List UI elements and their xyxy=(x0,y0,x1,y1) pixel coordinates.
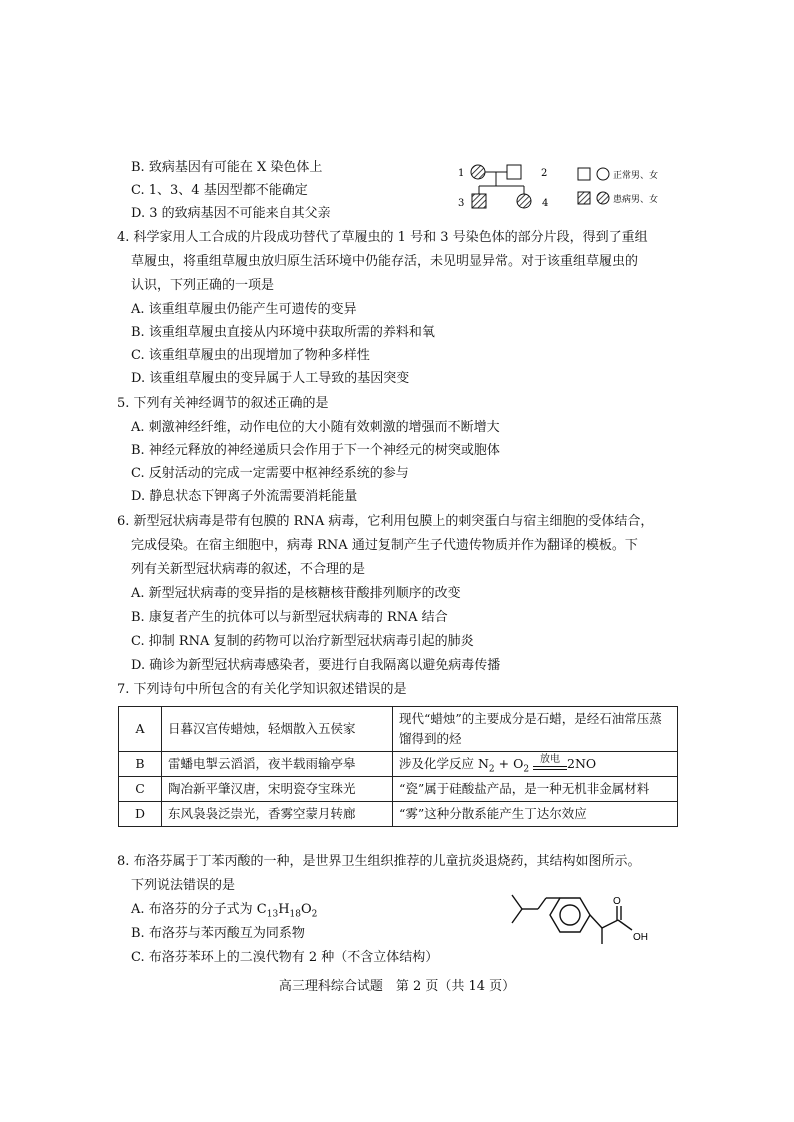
q8-stem-line-2: 下列说法错误的是 xyxy=(131,878,236,893)
pedigree-affected-female-4 xyxy=(517,194,531,208)
reaction-text: 涉及化学反应 N xyxy=(399,756,489,771)
q8-stem-line-1: 8. 布洛芬属于丁苯丙酸的一种，是世界卫生组织推荐的儿童抗炎退烧药，其结构如图所示。 xyxy=(117,854,641,869)
row-key: A xyxy=(119,707,162,752)
pedigree-id-4: 4 xyxy=(542,198,549,209)
q5-option-b: B. 神经元释放的神经递质只会作用于下一个神经元的树突或胞体 xyxy=(131,443,500,458)
legend-normal-male-icon xyxy=(578,168,590,180)
q6-stem-line-1: 6. 新型冠状病毒是带有包膜的 RNA 病毒，它利用包膜上的刺突蛋白与宿主细胞的受体结合， xyxy=(117,514,654,529)
q4-option-d: D. 该重组草履虫的变异属于人工导致的基因突变 xyxy=(131,371,410,386)
page-footer: 高三理科综合试题 第 2 页（共 14 页） xyxy=(278,979,516,994)
pedigree-id-3: 3 xyxy=(458,198,465,209)
row-fact: 涉及化学反应 $N_2 + O_2$ 放电 2NO xyxy=(393,752,678,777)
row-key: D xyxy=(119,802,162,827)
row-poem: 东风袅袅泛崇光，香雾空蒙月转廊 xyxy=(162,802,393,827)
pedigree-diagram xyxy=(448,158,678,216)
q4-option-c: C. 该重组草履虫的出现增加了物种多样性 xyxy=(131,348,370,363)
row-fact: “雾”这种分散系能产生丁达尔效应 xyxy=(393,802,678,827)
q5-option-d: D. 静息状态下钾离子外流需要消耗能量 xyxy=(131,489,358,504)
legend-normal-female-icon xyxy=(597,168,609,180)
reaction-condition: 放电 xyxy=(540,754,561,765)
row-key: B xyxy=(119,752,162,777)
row-fact: “瓷”属于硅酸盐产品，是一种无机非金属材料 xyxy=(393,777,678,802)
q6-option-c: C. 抑制 RNA 复制的药物可以治疗新型冠状病毒引起的肺炎 xyxy=(131,634,474,649)
pedigree-id-1: 1 xyxy=(458,168,465,179)
carbonyl-o-label: O xyxy=(613,896,621,907)
table-row xyxy=(119,752,678,777)
q6-option-b: B. 康复者产生的抗体可以与新型冠状病毒的 RNA 结合 xyxy=(131,610,448,625)
q4-option-b: B. 该重组草履虫直接从内环境中获取所需的养料和氧 xyxy=(131,325,435,340)
q7-table xyxy=(118,706,678,827)
q5-option-a: A. 刺激神经纤维，动作电位的大小随有效刺激的增强而不断增大 xyxy=(131,420,500,435)
q6-stem-line-2: 完成侵染。在宿主细胞中，病毒 RNA 通过复制产生子代遗传物质并作为翻译的模板。下 xyxy=(131,538,638,553)
pedigree-id-2: 2 xyxy=(541,168,548,179)
pedigree-normal-male-2 xyxy=(507,165,521,179)
pedigree-affected-male-3 xyxy=(472,194,486,208)
q6-option-a: A. 新型冠状病毒的变异指的是核糖核苷酸排列顺序的改变 xyxy=(131,586,461,601)
row-key: C xyxy=(119,777,162,802)
legend-affected-female-icon xyxy=(597,192,609,204)
q6-stem-line-3: 列有关新型冠状病毒的叙述，不合理的是 xyxy=(131,562,366,577)
q7-stem: 7. 下列诗句中所包含的有关化学知识叙述错误的是 xyxy=(117,682,407,697)
reaction-arrow xyxy=(533,755,567,774)
legend-normal-label: 正常男、女 xyxy=(613,171,659,181)
table-row xyxy=(119,802,678,827)
row-poem: 雷蟠电掣云滔滔，夜半载雨输亭皋 xyxy=(162,752,393,777)
q3-option-c: C. 1、3、4 基因型都不能确定 xyxy=(131,183,308,198)
q6-option-d: D. 确诊为新型冠状病毒感染者，要进行自我隔离以避免病毒传播 xyxy=(131,658,501,673)
q4-stem-line-1: 4. 科学家用人工合成的片段成功替代了草履虫的 1 号和 3 号染色体的部分片段，得到了重组 xyxy=(117,230,648,245)
q8-option-b: B. 布洛芬与苯丙酸互为同系物 xyxy=(131,926,305,941)
table-row xyxy=(119,777,678,802)
pedigree-affected-female-1 xyxy=(471,165,485,179)
q8-option-a: A. 布洛芬的分子式为 $C_{13}H_{18}O_2$ xyxy=(131,902,318,920)
q4-stem-line-2: 草履虫，将重组草履虫放归原生活环境中仍能存活，未见明显异常。对于该重组草履虫的 xyxy=(131,254,639,269)
legend-affected-label: 患病男、女 xyxy=(613,195,659,205)
q5-option-c: C. 反射活动的完成一定需要中枢神经系统的参与 xyxy=(131,466,409,481)
row-poem: 日暮汉宫传蜡烛，轻烟散入五侯家 xyxy=(162,707,393,752)
row-poem: 陶冶新平肇汉唐，宋明瓷夺宝珠光 xyxy=(162,777,393,802)
q5-stem: 5. 下列有关神经调节的叙述正确的是 xyxy=(117,396,329,411)
reaction-product: 2NO xyxy=(567,756,597,771)
q3-option-b: B. 致病基因有可能在 X 染色体上 xyxy=(131,160,323,175)
q4-stem-line-3: 认识，下列正确的一项是 xyxy=(131,278,275,293)
hydroxyl-label: OH xyxy=(633,932,648,943)
row-fact: 现代“蜡烛”的主要成分是石蜡，是经石油常压蒸馏得到的烃 xyxy=(393,707,678,752)
legend-affected-male-icon xyxy=(578,192,590,204)
q8-option-c: C. 布洛芬苯环上的二溴代物有 2 种（不含立体结构） xyxy=(131,950,439,965)
q4-option-a: A. 该重组草履虫仍能产生可遗传的变异 xyxy=(131,302,357,317)
table-row xyxy=(119,707,678,752)
ibuprofen-structure xyxy=(498,888,678,968)
q3-option-d: D. 3 的致病基因不可能来自其父亲 xyxy=(131,206,331,221)
